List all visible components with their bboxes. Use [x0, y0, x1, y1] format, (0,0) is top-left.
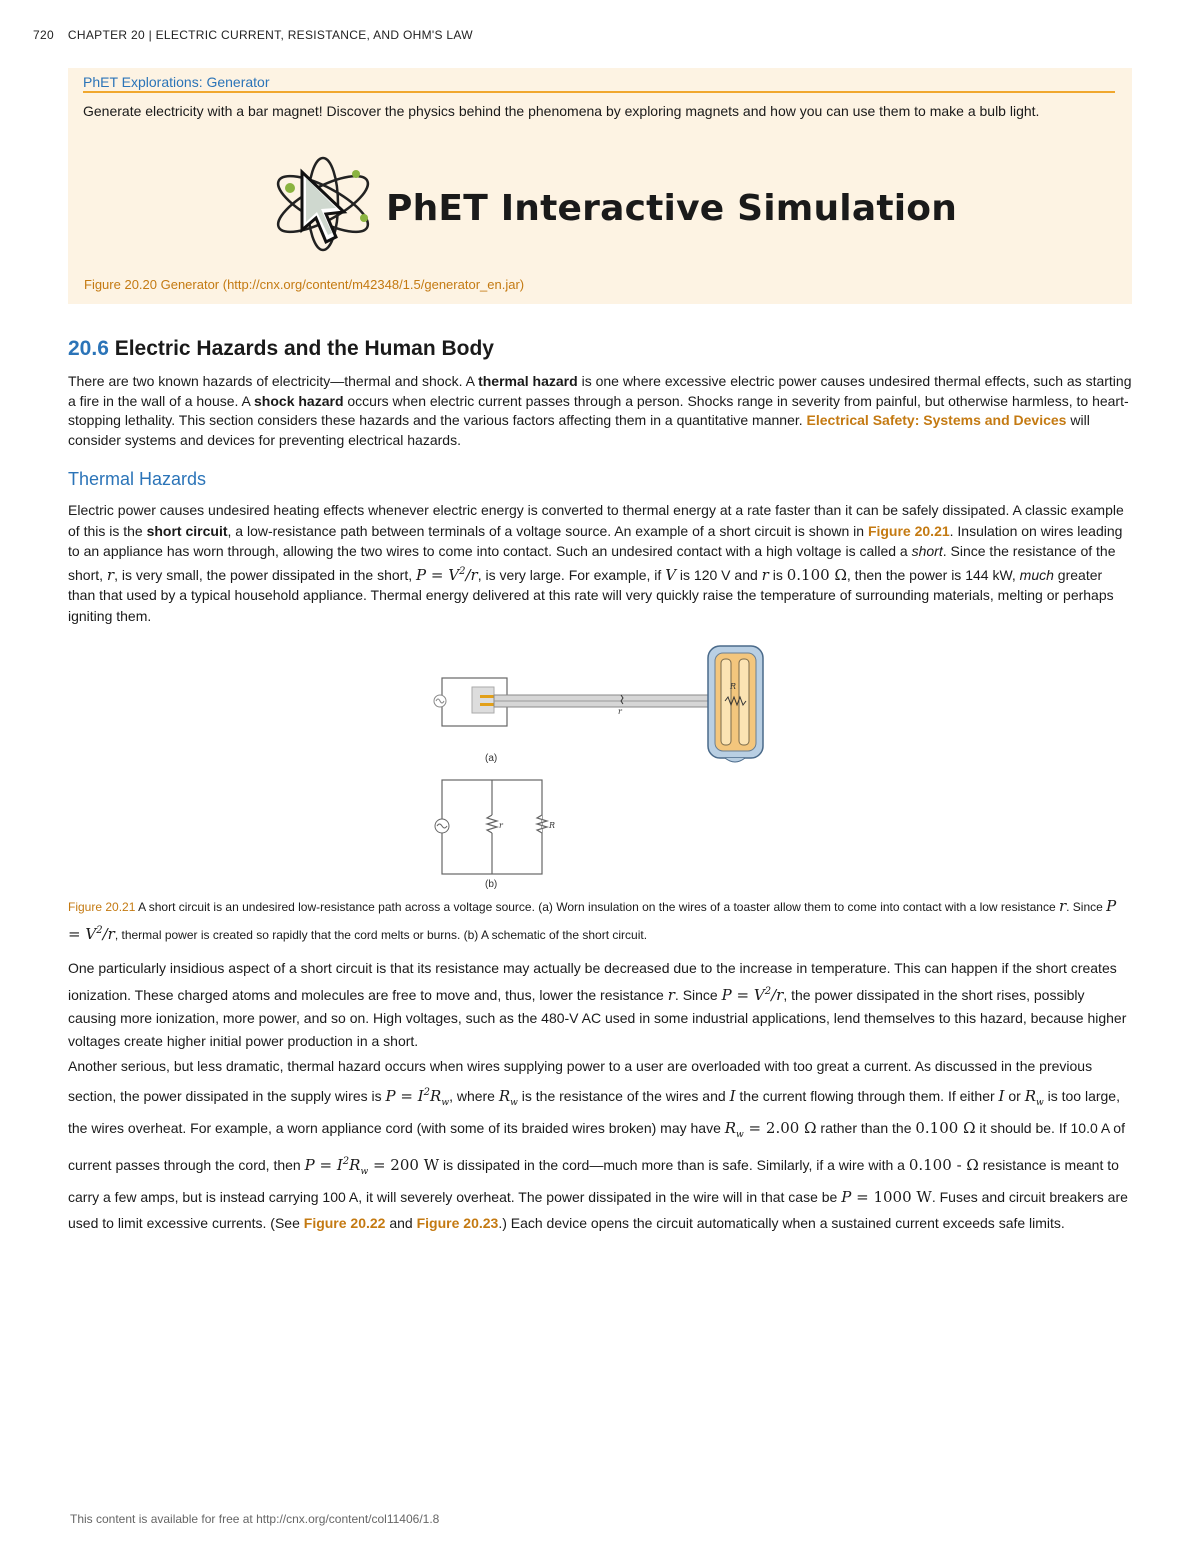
- toaster-R-label: R: [730, 682, 737, 691]
- section-number: 20.6: [68, 337, 109, 360]
- thermal-paragraph-3: Another serious, but less dramatic, thermal hazard occurs when wires supplying power to a user are overloaded with too great a current. As discussed in the previous section, the power dissipated in the supply wires is $P = I^2R_w$, where $R_w$ is the resistance of the wires and I the current flowing through them. If either I or $R_w$ is too large, the wires overheat. For example, a worn appliance cord (with some of its braided wires broken) may have $R_w = 2.00$ Ω rather than the 0.100 Ω it should be. If 10.0 A of current passes through the cord, then $P = I^2R_w = 200$ W is dissipated in the cord—much more than is safe. Similarly, if a wire with a 0.100 - Ω resistance is meant to carry a few amps, but is instead carrying 100 A, it will severely overheat. The power dissipated in the wire will in that case be P = 1000 W. Fuses and circuit breakers are used to limit excessive currents. (See Figure 20.22 and Figure 20.23.) Each device opens the circuit automatically when a sustained current exceeds safe limits.: [68, 1058, 1128, 1231]
- phet-logo-text: PhET Interactive Simulation: [386, 188, 958, 229]
- term-short-circuit: short circuit: [146, 522, 228, 539]
- figure-20-20-caption[interactable]: Figure 20.20 Generator (http://cnx.org/content/m42348/1.5/generator_en.jar): [84, 277, 525, 292]
- chapter-title: CHAPTER 20 | ELECTRIC CURRENT, RESISTANCE, AND OHM'S LAW: [67, 28, 473, 42]
- phet-callout: [68, 68, 1132, 304]
- schematic-r-label: r: [499, 821, 503, 830]
- schematic-R-label: R: [549, 821, 556, 830]
- link-figure-20-23[interactable]: Figure 20.23: [416, 1214, 499, 1231]
- page-number: 720: [33, 28, 54, 42]
- thermal-paragraph-2: One particularly insidious aspect of a short circuit is that its resistance may actually be decreased due to the increase in temperature. This can happen if the short creates ionization. These charged atoms and molecules are free to move and, thus, lower the resistance r. Since $P = V^2/r$, the power dissipated in the short rises, possibly causing more ionization, more power, and so on. High voltages, such as the 480-V AC used in some industrial applications, lend themselves to this hazard, because higher voltages create higher initial power production in a short.: [68, 960, 1127, 1049]
- figure-label-a: (a): [485, 753, 498, 764]
- figure-label-b: (b): [485, 879, 498, 890]
- short-circuit-illustration: [425, 643, 785, 893]
- thermal-hazards-heading: Thermal Hazards: [68, 469, 207, 489]
- thermal-paragraph-1: Electric power causes undesired heating effects whenever electric energy is converted to thermal energy at a rate faster than it can be safely dissipated. A classic example of this is the short circuit, a low-resistance path between terminals of a voltage source. An example of a short circuit is shown in Figure 20.21. Insulation on wires leading to an appliance has worn through, allowing the two wires to come into contact. Such an undesired contact with a high voltage is called a short. Since the resistance of the short, r, is very small, the power dissipated in the short, $P = V^2/r$, is very large. For example, if V is 120 V and r is 0.100 Ω, then the power is 144 kW, much greater than that used by a typical household appliance. Thermal energy delivered at this rate will very quickly raise the temperature of surrounding materials, melting or perhaps igniting them.: [68, 502, 1124, 624]
- short-resistor-icon: [487, 815, 497, 833]
- phet-description: Generate electricity with a bar magnet! Discover the physics behind the phenomena by exploring magnets and how you can use them to make a bulb light.: [83, 103, 1040, 119]
- link-figure-20-21[interactable]: Figure 20.21: [867, 522, 950, 539]
- term-shock-hazard: shock hazard: [254, 392, 344, 409]
- term-thermal-hazard: thermal hazard: [478, 373, 578, 389]
- phet-logo-icon[interactable]: [268, 156, 388, 261]
- figure-20-21-caption: Figure 20.21 A short circuit is an undesired low-resistance path across a voltage source. (a) Worn insulation on the wires of a toaster allow them to come into contact with a low resistance r. Since $P = V^2/r$, thermal power is created so rapidly that the cord melts or burns. (b) A schematic of the short circuit.: [68, 897, 1117, 943]
- figure-20-21: [425, 643, 785, 898]
- page-footer: This content is available for free at http://cnx.org/content/col11406/1.8: [70, 1512, 440, 1526]
- section-title-text: Electric Hazards and the Human Body: [114, 337, 494, 360]
- figure-label: Figure 20.21: [68, 900, 136, 914]
- intro-paragraph: There are two known hazards of electricity—thermal and shock. A thermal hazard is one where excessive electric power causes undesired thermal effects, such as starting a fire in the wall of a house. A shock hazard occurs when electric current passes through a person. Shocks range in severity from painful, but otherwise harmless, to heart-stopping lethality. This section considers these hazards and the various factors affecting them in a quantitative manner. Electrical Safety: Systems and Devices will consider systems and devices for preventing electrical hazards.: [68, 373, 1132, 448]
- section-title: [68, 337, 494, 361]
- load-resistor-icon: [537, 815, 547, 833]
- page-header: [33, 28, 473, 42]
- phet-divider: [83, 91, 1115, 93]
- short-r-label: r: [618, 707, 622, 716]
- link-electrical-safety[interactable]: Electrical Safety: Systems and Devices: [806, 412, 1067, 428]
- link-figure-20-22[interactable]: Figure 20.22: [303, 1214, 386, 1231]
- phet-title: PhET Explorations: Generator: [83, 74, 270, 90]
